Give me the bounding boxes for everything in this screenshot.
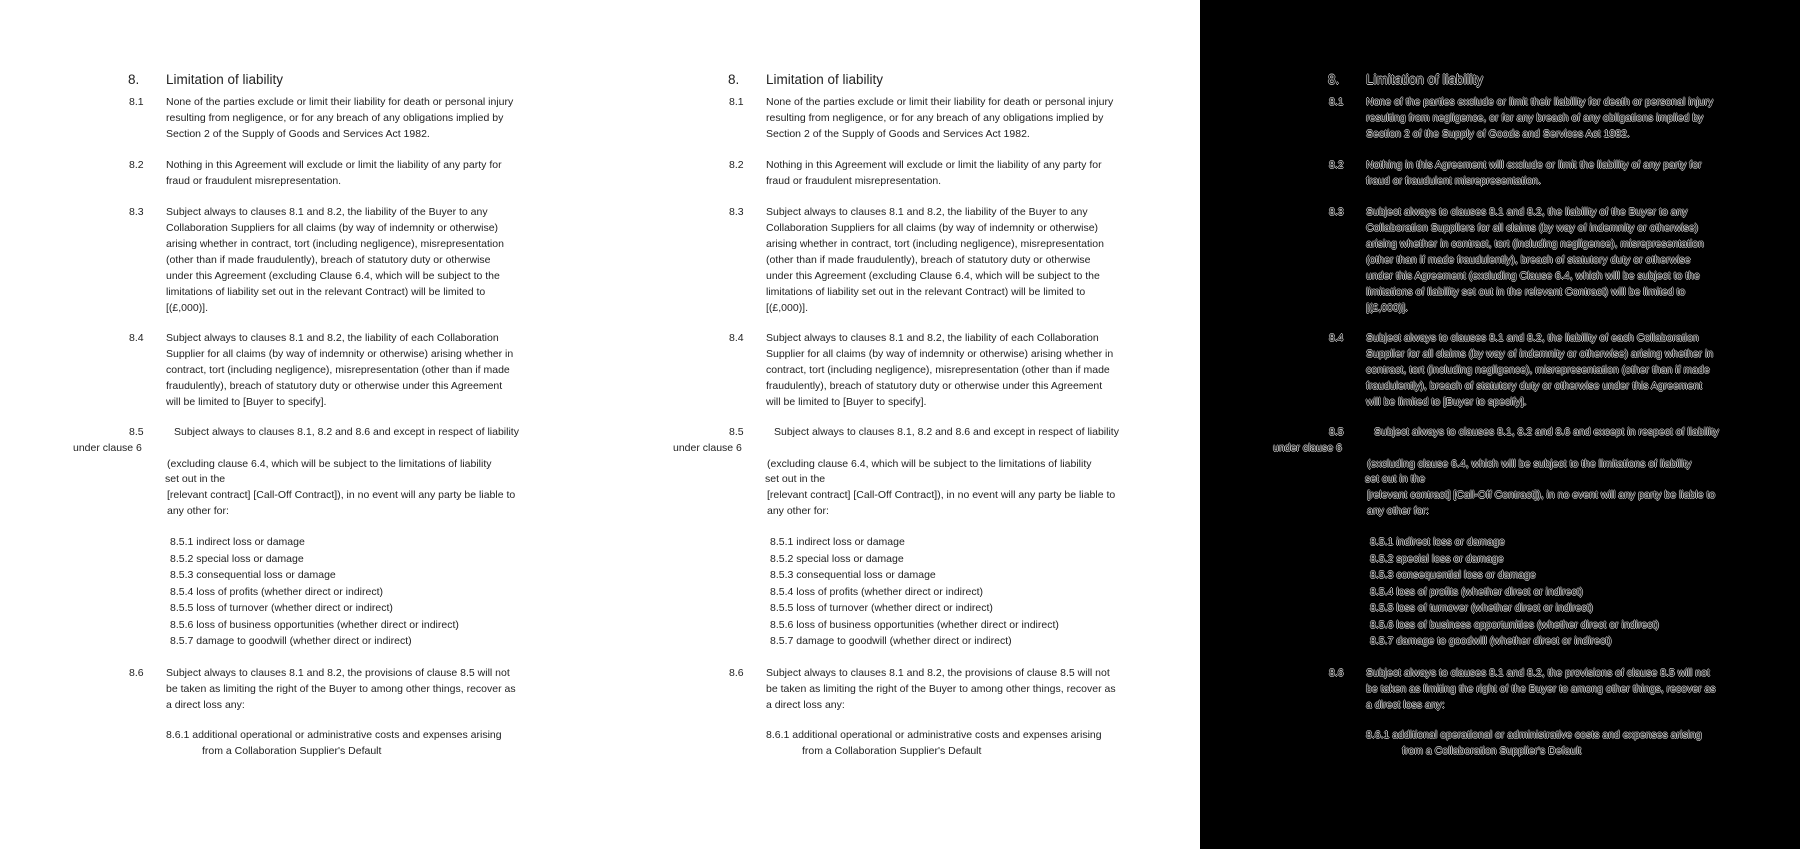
section-number: 8. [128, 72, 140, 87]
clause-text: Subject always to clauses 8.1 and 8.2, the liability of each Collaboration Supplier for all claims (by way of indemnity or otherwise) arising whether in contract, tort (including negligence), misrepresentation (other than if made fraudulently), breach of statutory duty or otherwise under this Agreement will be limited to [Buyer to specify]. [166, 332, 514, 408]
sub-clause: 8.5.5 loss of turnover (whether direct or indirect) [1370, 602, 1593, 614]
clause-text: Subject always to clauses 8.1, 8.2 and 8.6 and except in respect of liability [1374, 426, 1719, 438]
document-panel-outline-dark [1200, 0, 1800, 849]
clause-text: Subject always to clauses 8.1 and 8.2, the liability of each Collaboration Supplier for all claims (by way of indemnity or otherwise) arising whether in contract, tort (including negligence), misrepresentation (other than if made fraudulently), breach of statutory duty or otherwise under this Agreement will be limited to [Buyer to specify]. [766, 332, 1114, 408]
document-panel-original [0, 0, 600, 849]
clause-number: 8.6 [1329, 667, 1344, 679]
clause-text: under clause 6 [673, 442, 742, 454]
clause-number: 8.1 [729, 96, 744, 108]
clause-number: 8.4 [729, 332, 744, 344]
clause-text: Subject always to clauses 8.1, 8.2 and 8.6 and except in respect of liability [174, 426, 519, 438]
clause-number: 8.2 [1329, 159, 1344, 171]
sub-clause: 8.5.5 loss of turnover (whether direct or indirect) [170, 602, 393, 614]
sub-clause: 8.5.6 loss of business opportunities (whether direct or indirect) [770, 619, 1059, 631]
sub-clause: 8.5.6 loss of business opportunities (whether direct or indirect) [170, 619, 459, 631]
clause-text: Subject always to clauses 8.1 and 8.2, the liability of the Buyer to any Collaboration Suppliers for all claims (by way of indemnity or otherwise) arising whether in contract, tort (including negligence), misrepresentation (other than if made fraudulently), breach of statutory duty or otherwise under this Agreement (excluding Clause 6.4, which will be subject to the limitations of liability set out in the relevant Contract) will be limited to [(£,000)]. [766, 206, 1104, 314]
clause-text: Nothing in this Agreement will exclude or limit the liability of any party for fraud or fraudulent misrepresentation. [166, 159, 502, 187]
document-page [1200, 0, 1800, 849]
clause-text: [relevant contract] [Call-Off Contract]), in no event will any party be liable to any other for: [1367, 489, 1716, 517]
sub-clause: 8.5.7 damage to goodwill (whether direct or indirect) [770, 635, 1012, 647]
sub-clause: 8.5.4 loss of profits (whether direct or indirect) [170, 586, 384, 598]
clause-number: 8.6 [129, 667, 144, 679]
sub-clause: 8.5.4 loss of profits (whether direct or indirect) [1370, 586, 1584, 598]
clause-text: [relevant contract] [Call-Off Contract]), in no event will any party be liable to any other for: [167, 489, 516, 517]
clause-text: Subject always to clauses 8.1 and 8.2, the provisions of clause 8.5 will not be taken as limiting the right of the Buyer to among other things, recover as a direct loss any: [1366, 667, 1716, 711]
clause-text: under clause 6 [1273, 442, 1342, 454]
section-title: Limitation of liability [766, 72, 884, 87]
clause-number: 8.5 [1329, 426, 1344, 438]
sub-clause: 8.5.7 damage to goodwill (whether direct or indirect) [170, 635, 412, 647]
clause-text: set out in the [1365, 473, 1426, 485]
sub-clause: 8.6.1 additional operational or administrative costs and expenses arising [166, 729, 502, 741]
section-number: 8. [728, 72, 740, 87]
section-title: Limitation of liability [1366, 72, 1484, 87]
clause-text: None of the parties exclude or limit their liability for death or personal injury resulting from negligence, or for any breach of any obligations implied by Section 2 of the Supply of Goods and Services Act 1982. [1366, 96, 1714, 140]
clause-text: set out in the [765, 473, 826, 485]
clause-text: Subject always to clauses 8.1 and 8.2, the liability of the Buyer to any Collaboration Suppliers for all claims (by way of indemnity or otherwise) arising whether in contract, tort (including negligence), misrepresentation (other than if made fraudulently), breach of statutory duty or otherwise under this Agreement (excluding Clause 6.4, which will be subject to the limitations of liability set out in the relevant Contract) will be limited to [(£,000)]. [1366, 206, 1704, 314]
clause-number: 8.3 [1329, 206, 1344, 218]
clause-text: (excluding clause 6.4, which will be subject to the limitations of liability [767, 458, 1092, 470]
clause-number: 8.5 [729, 426, 744, 438]
clause-text: (excluding clause 6.4, which will be subject to the limitations of liability [167, 458, 492, 470]
sub-clause: 8.5.2 special loss or damage [1370, 553, 1504, 565]
sub-clause: 8.5.7 damage to goodwill (whether direct or indirect) [1370, 635, 1612, 647]
sub-clause: 8.5.1 indirect loss or damage [170, 536, 305, 548]
sub-clause: 8.5.1 indirect loss or damage [770, 536, 905, 548]
clause-text: Subject always to clauses 8.1, 8.2 and 8.6 and except in respect of liability [774, 426, 1119, 438]
clause-text: [relevant contract] [Call-Off Contract]), in no event will any party be liable to any other for: [767, 489, 1116, 517]
clause-number: 8.3 [129, 206, 144, 218]
clause-number: 8.1 [1329, 96, 1344, 108]
document-page [0, 0, 600, 849]
clause-text: None of the parties exclude or limit their liability for death or personal injury resulting from negligence, or for any breach of any obligations implied by Section 2 of the Supply of Goods and Services Act 1982. [766, 96, 1114, 140]
clause-number: 8.2 [729, 159, 744, 171]
clause-text: None of the parties exclude or limit their liability for death or personal injury resulting from negligence, or for any breach of any obligations implied by Section 2 of the Supply of Goods and Services Act 1982. [166, 96, 514, 140]
document-page [600, 0, 1200, 849]
clause-number: 8.3 [729, 206, 744, 218]
clause-number: 8.4 [1329, 332, 1344, 344]
clause-text: set out in the [165, 473, 226, 485]
clause-text: Subject always to clauses 8.1 and 8.2, the liability of the Buyer to any Collaboration Suppliers for all claims (by way of indemnity or otherwise) arising whether in contract, tort (including negligence), misrepresentation (other than if made fraudulently), breach of statutory duty or otherwise under this Agreement (excluding Clause 6.4, which will be subject to the limitations of liability set out in the relevant Contract) will be limited to [(£,000)]. [166, 206, 504, 314]
sub-clause: 8.5.3 consequential loss or damage [1370, 569, 1536, 581]
clause-number: 8.6 [729, 667, 744, 679]
sub-clause: 8.5.3 consequential loss or damage [170, 569, 336, 581]
clause-text: Subject always to clauses 8.1 and 8.2, the provisions of clause 8.5 will not be taken as limiting the right of the Buyer to among other things, recover as a direct loss any: [166, 667, 516, 711]
sub-clause: 8.5.2 special loss or damage [770, 553, 904, 565]
sub-clause: from a Collaboration Supplier's Default [1402, 745, 1582, 757]
section-title: Limitation of liability [166, 72, 284, 87]
sub-clause: 8.6.1 additional operational or administrative costs and expenses arising [766, 729, 1102, 741]
clause-text: (excluding clause 6.4, which will be subject to the limitations of liability [1367, 458, 1692, 470]
clause-text: Subject always to clauses 8.1 and 8.2, the liability of each Collaboration Supplier for all claims (by way of indemnity or otherwise) arising whether in contract, tort (including negligence), misrepresentation (other than if made fraudulently), breach of statutory duty or otherwise under this Agreement will be limited to [Buyer to specify]. [1366, 332, 1714, 408]
sub-clause: 8.5.1 indirect loss or damage [1370, 536, 1505, 548]
sub-clause: 8.5.2 special loss or damage [170, 553, 304, 565]
document-panel-copy [600, 0, 1200, 849]
section-number: 8. [1328, 72, 1340, 87]
sub-clause: 8.6.1 additional operational or administrative costs and expenses arising [1366, 729, 1702, 741]
clause-number: 8.4 [129, 332, 144, 344]
sub-clause: 8.5.5 loss of turnover (whether direct or indirect) [770, 602, 993, 614]
clause-text: Nothing in this Agreement will exclude or limit the liability of any party for fraud or fraudulent misrepresentation. [1366, 159, 1702, 187]
clause-number: 8.5 [129, 426, 144, 438]
sub-clause: from a Collaboration Supplier's Default [202, 745, 382, 757]
clause-text: under clause 6 [73, 442, 142, 454]
clause-text: Nothing in this Agreement will exclude or limit the liability of any party for fraud or fraudulent misrepresentation. [766, 159, 1102, 187]
sub-clause: from a Collaboration Supplier's Default [802, 745, 982, 757]
sub-clause: 8.5.6 loss of business opportunities (whether direct or indirect) [1370, 619, 1659, 631]
clause-number: 8.2 [129, 159, 144, 171]
clause-text: Subject always to clauses 8.1 and 8.2, the provisions of clause 8.5 will not be taken as limiting the right of the Buyer to among other things, recover as a direct loss any: [766, 667, 1116, 711]
sub-clause: 8.5.4 loss of profits (whether direct or indirect) [770, 586, 984, 598]
sub-clause: 8.5.3 consequential loss or damage [770, 569, 936, 581]
clause-number: 8.1 [129, 96, 144, 108]
